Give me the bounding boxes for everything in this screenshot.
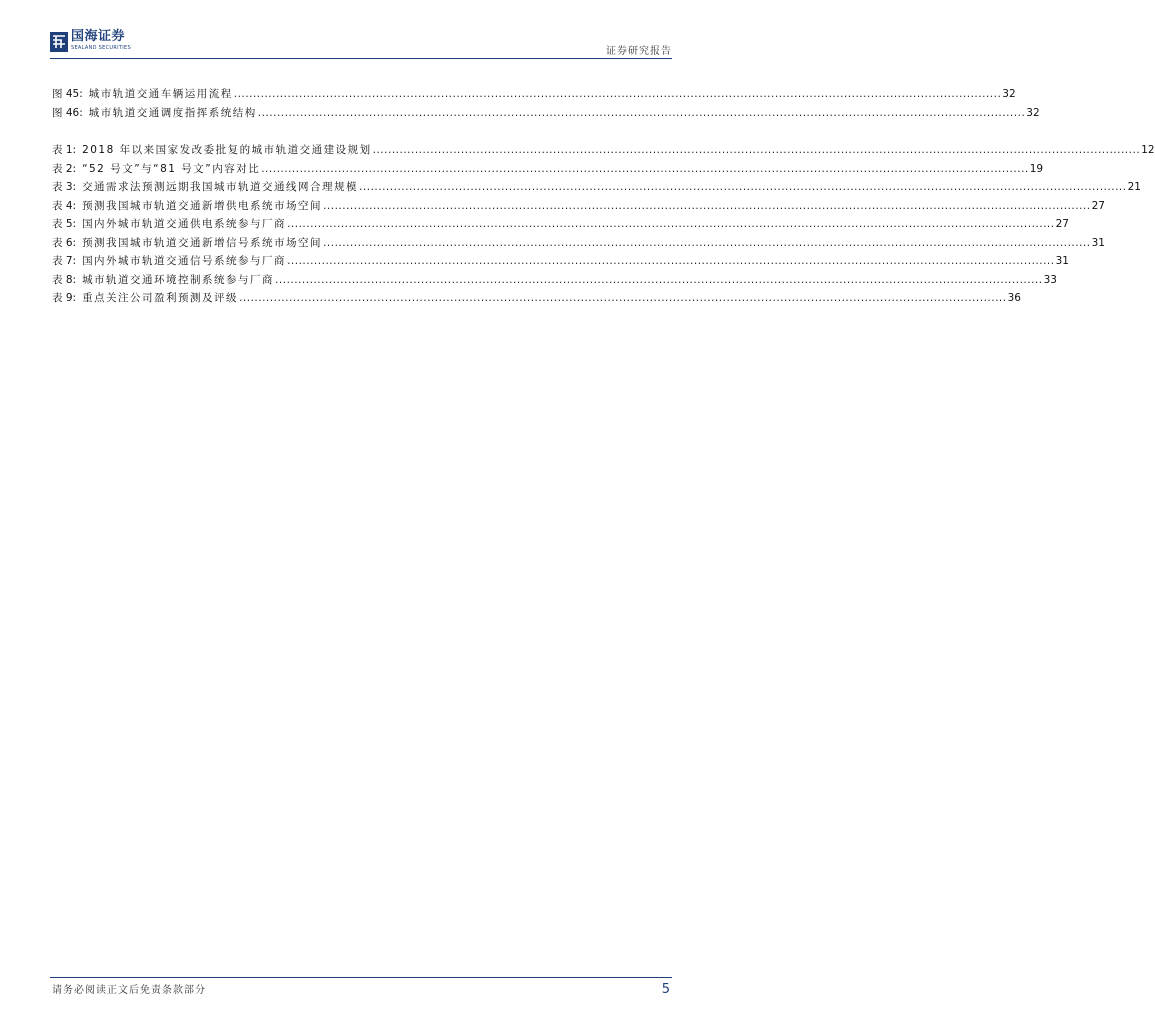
entry-page-number: 31 [1091,236,1105,249]
entry-title: 城市轨道交通车辆运用流程 [88,88,233,100]
entry-label: 表 2: [52,162,77,175]
entry-label: 表 4: [52,199,77,212]
logo-chinese-name: 国海证券 [71,29,126,44]
table-index [52,141,1155,308]
leader-dots: ........................................................................................................................................................................................................ [287,218,1055,230]
entry-title: 预测我国城市轨道交通新增信号系统市场空间 [82,236,323,249]
leader-dots: ........................................................................................................................................................................................................ [257,106,1026,119]
entry-label: 表 7: [52,255,77,267]
entry-title: 2018 年以来国家发改委批复的城市轨道交通建设规划 [82,144,372,156]
entry-page-number: 21 [1127,181,1141,193]
entry-title: 城市轨道交通调度指挥系统结构 [88,106,257,119]
sealand-logo-icon [50,32,68,52]
entry-label: 图 45: [52,88,83,100]
table-index-row[interactable] [52,215,1069,234]
table-index-row[interactable] [52,289,1021,308]
table-index-row[interactable] [52,252,1069,271]
header-divider [50,58,672,59]
entry-page-number: 32 [1002,88,1016,100]
disclaimer-note: 请务必阅读正文后免责条款部分 [52,985,206,996]
leader-dots: ........................................................................................................................................................................................................ [323,199,1091,212]
figure-index-row[interactable] [52,104,1040,123]
logo-english-name: SEALAND SECURITIES [71,45,131,51]
entry-title: 预测我国城市轨道交通新增供电系统市场空间 [82,199,323,212]
leader-dots: ........................................................................................................................................................................................................ [287,255,1055,267]
page-number: 5 [661,982,670,997]
entry-label: 表 3: [52,181,77,193]
table-index-row[interactable] [52,271,1057,290]
entry-page-number: 12 [1141,144,1155,156]
table-index-row[interactable] [52,160,1044,179]
table-index-row[interactable] [52,178,1141,197]
entry-label: 表 1: [52,144,77,156]
table-index-row[interactable] [52,197,1105,216]
entry-title: “52 号文”与“81 号文”内容对比 [82,162,261,175]
entry-label: 表 5: [52,218,77,230]
entry-page-number: 19 [1029,162,1044,175]
table-index-row[interactable] [52,234,1105,253]
footer-divider [50,977,672,978]
entry-page-number: 36 [1007,292,1021,304]
entry-page-number: 31 [1055,255,1069,267]
entry-title: 国内外城市轨道交通供电系统参与厂商 [82,218,287,230]
figure-index-row[interactable] [52,85,1016,104]
table-index-row[interactable] [52,141,1155,160]
leader-dots: ........................................................................................................................................................................................................ [233,88,1002,100]
leader-dots: ........................................................................................................................................................................................................ [359,181,1127,193]
document-type: 证券研究报告 [606,46,672,57]
entry-label: 表 9: [52,292,77,304]
entry-title: 交通需求法预测远期我国城市轨道交通线网合理规模 [82,181,359,193]
entry-label: 表 6: [52,236,77,249]
figure-index [52,85,1040,122]
leader-dots: ........................................................................................................................................................................................................ [275,273,1043,286]
leader-dots: ........................................................................................................................................................................................................ [239,292,1007,304]
leader-dots: ........................................................................................................................................................................................................ [372,144,1141,156]
entry-page-number: 27 [1091,199,1105,212]
leader-dots: ........................................................................................................................................................................................................ [323,236,1091,249]
entry-page-number: 33 [1043,273,1057,286]
entry-title: 城市轨道交通环境控制系统参与厂商 [82,273,275,286]
entry-title: 国内外城市轨道交通信号系统参与厂商 [82,255,287,267]
entry-label: 表 8: [52,273,77,286]
entry-label: 图 46: [52,106,83,119]
entry-title: 重点关注公司盈利预测及评级 [82,292,239,304]
entry-page-number: 32 [1026,106,1040,119]
leader-dots: ........................................................................................................................................................................................................ [261,162,1029,175]
company-logo [50,30,131,58]
page-header [50,30,672,58]
entry-page-number: 27 [1055,218,1069,230]
